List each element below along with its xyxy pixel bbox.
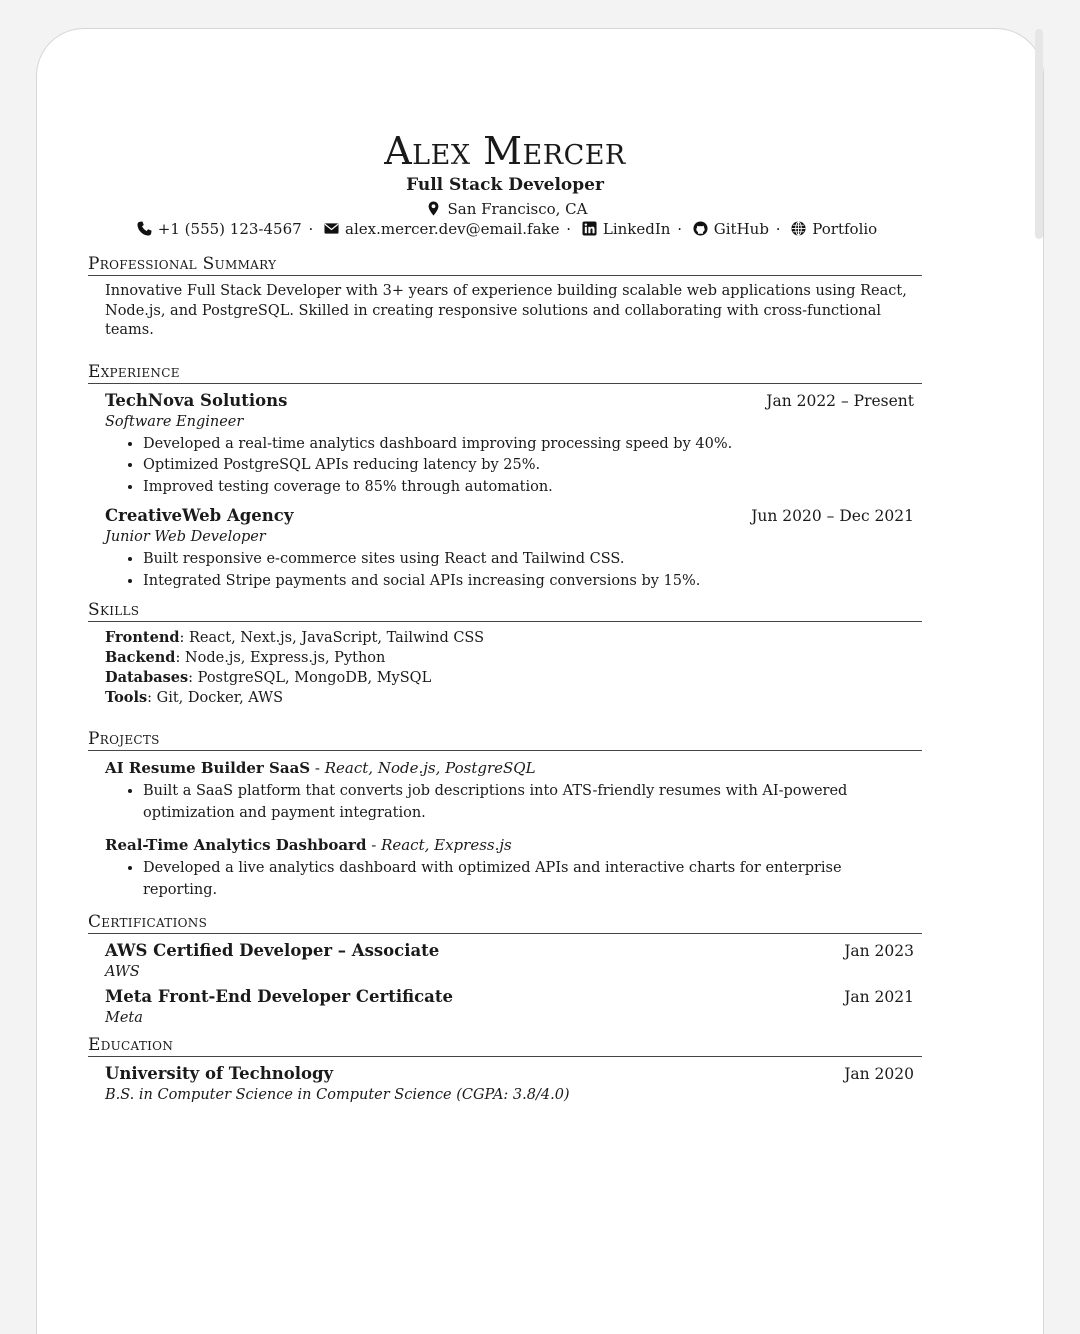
- portfolio-link[interactable]: Portfolio: [812, 220, 878, 238]
- certification-name: Meta Front-End Developer Certificate: [105, 987, 453, 1006]
- project-entry: [105, 834, 914, 901]
- summary-text: Innovative Full Stack Developer with 3+ years of experience building scalable web applications using React, Node.js, and PostgreSQL. Skilled in creating responsive solutions and collaborating with cross-functional teams.: [105, 283, 907, 338]
- section-title: Experience: [88, 361, 922, 384]
- skills-section: [88, 599, 922, 708]
- section-title: Certifications: [88, 911, 922, 934]
- job-bullets: [105, 434, 914, 499]
- job-entry: [105, 505, 914, 592]
- resume-content: [88, 130, 922, 1109]
- project-dash: -: [310, 759, 325, 777]
- linkedin-link[interactable]: LinkedIn: [602, 220, 671, 238]
- project-tech: React, Node.js, PostgreSQL: [324, 759, 536, 777]
- list-item: • Developed a real-time analytics dashboard improving processing speed by 40%.: [143, 434, 914, 456]
- skill-value: : React, Next.js, JavaScript, Tailwind CSS: [179, 630, 485, 646]
- certification-name: AWS Certified Developer – Associate: [105, 941, 440, 960]
- contact-separator: ·: [308, 220, 314, 238]
- project-tech: React, Express.js: [381, 836, 512, 854]
- job-entry: [105, 390, 914, 499]
- phone-icon: [137, 221, 152, 236]
- contact-line: [88, 219, 922, 239]
- education-entry: [105, 1063, 914, 1105]
- project-dash: -: [366, 836, 382, 854]
- globe-icon: [791, 221, 806, 236]
- summary-section: [88, 253, 922, 341]
- skill-label: Backend: [105, 649, 176, 666]
- job-dates: Jan 2022 – Present: [766, 391, 914, 410]
- contact-separator: ·: [775, 220, 781, 238]
- list-item: • Improved testing coverage to 85% through automation.: [143, 477, 914, 499]
- section-title: Professional Summary: [88, 253, 922, 276]
- list-item: • Developed a live analytics dashboard with optimized APIs and interactive charts for enterprise reporting.: [143, 858, 914, 901]
- certification-entry: [105, 986, 914, 1028]
- company-name: TechNova Solutions: [105, 390, 288, 410]
- phone-text[interactable]: +1 (555) 123-4567: [157, 220, 302, 238]
- education-section: [88, 1034, 922, 1105]
- contact-separator: ·: [677, 220, 682, 238]
- skill-line: [105, 628, 914, 648]
- certification-entry: [105, 940, 914, 982]
- candidate-name: Alex Mercer: [384, 129, 626, 173]
- contact-separator: ·: [566, 220, 572, 238]
- experience-section: [88, 361, 922, 593]
- list-item: • Integrated Stripe payments and social APIs increasing conversions by 15%.: [143, 571, 914, 593]
- project-name: Real-Time Analytics Dashboard: [105, 836, 367, 854]
- project-entry: [105, 757, 914, 824]
- project-name: AI Resume Builder SaaS: [105, 759, 311, 777]
- envelope-icon: [324, 221, 339, 236]
- skill-line: [105, 648, 914, 668]
- certification-date: Jan 2021: [844, 988, 914, 1006]
- location-line: [88, 199, 922, 219]
- school-name: University of Technology: [105, 1064, 334, 1083]
- degree: B.S. in Computer Science in Computer Science (CGPA: 3.8/4.0): [105, 1087, 570, 1103]
- certification-issuer: Meta: [105, 1010, 143, 1026]
- skill-line: [105, 668, 914, 688]
- skill-label: Tools: [105, 689, 148, 706]
- scrollbar[interactable]: [1035, 29, 1043, 239]
- project-bullets: [105, 781, 914, 824]
- job-dates: Jun 2020 – Dec 2021: [751, 507, 914, 525]
- skill-label: Frontend: [105, 629, 180, 646]
- list-item: • Built responsive e-commerce sites using React and Tailwind CSS.: [143, 549, 914, 571]
- projects-section: [88, 728, 922, 901]
- certification-issuer: AWS: [105, 964, 140, 980]
- candidate-role: Full Stack Developer: [406, 175, 604, 195]
- resume-header: [88, 130, 922, 239]
- section-title: Education: [88, 1034, 922, 1057]
- github-link[interactable]: GitHub: [713, 220, 769, 238]
- list-item: • Optimized PostgreSQL APIs reducing latency by 25%.: [143, 455, 914, 477]
- location-text: San Francisco, CA: [447, 200, 588, 218]
- project-bullets: [105, 858, 914, 901]
- skill-line: [105, 688, 914, 708]
- skill-value: : Node.js, Express.js, Python: [175, 650, 386, 666]
- section-title: Projects: [88, 728, 922, 751]
- linkedin-icon: [582, 221, 597, 236]
- job-bullets: [105, 549, 914, 592]
- github-icon: [693, 221, 708, 236]
- graduation-date: Jan 2020: [844, 1065, 914, 1083]
- company-name: CreativeWeb Agency: [105, 506, 294, 525]
- list-item: • Built a SaaS platform that converts job descriptions into ATS-friendly resumes with AI-powered optimization and payment integration.: [143, 781, 914, 824]
- skill-value: : Git, Docker, AWS: [147, 690, 284, 706]
- skill-value: : PostgreSQL, MongoDB, MySQL: [188, 670, 432, 686]
- skill-label: Databases: [105, 669, 189, 686]
- email-link[interactable]: alex.mercer.dev@email.fake: [345, 220, 560, 238]
- job-title: Software Engineer: [105, 413, 244, 430]
- certification-date: Jan 2023: [844, 942, 914, 960]
- section-title: Skills: [88, 599, 922, 622]
- certifications-section: [88, 911, 922, 1028]
- job-title: Junior Web Developer: [105, 529, 266, 545]
- map-pin-icon: [426, 201, 441, 216]
